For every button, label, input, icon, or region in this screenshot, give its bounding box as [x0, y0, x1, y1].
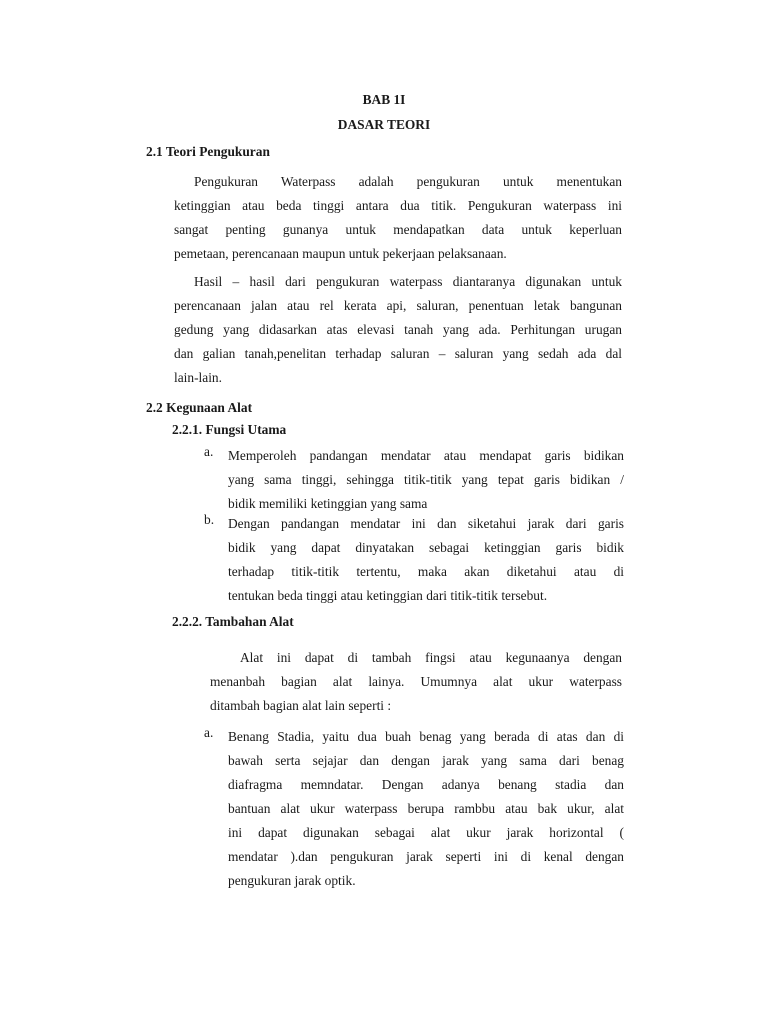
- list-label: a.: [204, 444, 214, 459]
- list-line: mendatar ).dan pengukuran jarak seperti ini di kenal dengan: [228, 849, 624, 864]
- paragraph-line: Pengukuran Waterpass adalah pengukuran untuk menentukan: [194, 174, 622, 189]
- paragraph-line: menanbah bagian alat lainya. Umumnya alat ukur waterpass: [210, 674, 622, 689]
- paragraph-line: pemetaan, perencanaan maupun untuk pekerjaan pelaksanaan.: [174, 246, 507, 261]
- chapter-title: DASAR TEORI: [337, 117, 431, 132]
- list-line: Dengan pandangan mendatar ini dan siketahui jarak dari garis: [228, 516, 624, 531]
- list-body: [228, 512, 624, 608]
- paragraph-line: lain-lain.: [174, 370, 222, 385]
- list-item: [204, 725, 624, 893]
- list-line: yang sama tinggi, sehingga titik-titik yang tepat garis bidikan /: [228, 472, 624, 487]
- paragraph-line: sangat penting gunanya untuk mendapatkan data untuk keperluan: [174, 222, 622, 237]
- list-line: Memperoleh pandangan mendatar atau mendapat garis bidikan: [228, 448, 624, 463]
- list-line: ini dapat digunakan sebagai alat ukur jarak horizontal (: [228, 825, 624, 840]
- list-body: [228, 725, 624, 893]
- list-line: diafragma memndatar. Dengan adanya benang stadia dan: [228, 777, 624, 792]
- list-line: bidik memiliki ketinggian yang sama: [228, 496, 428, 511]
- list-label: a.: [204, 725, 214, 740]
- list-line: bidik yang dapat dinyatakan sebagai ketinggian garis bidik: [228, 540, 624, 555]
- paragraph-line: Hasil – hasil dari pengukuran waterpass diantaranya digunakan untuk: [194, 274, 622, 289]
- list-body: [228, 444, 624, 516]
- chapter-number: BAB 1I: [362, 92, 406, 107]
- paragraph-line: ketinggian atau beda tinggi antara dua titik. Pengukuran waterpass ini: [174, 198, 622, 213]
- paragraph-line: perencanaan jalan atau rel kerata api, saluran, penentuan letak bangunan: [174, 298, 622, 313]
- list-item: [204, 444, 624, 516]
- list-line: pengukuran jarak optik.: [228, 873, 356, 888]
- list-line: tentukan beda tinggi atau ketinggian dari titik-titik tersebut.: [228, 588, 548, 603]
- paragraph-line: Alat ini dapat di tambah fingsi atau kegunaanya dengan: [240, 650, 622, 665]
- subsection-heading-2-2-2: 2.2.2. Tambahan Alat: [172, 614, 294, 629]
- paragraph-line: gedung yang didasarkan atas elevasi tanah yang ada. Perhitungan urugan: [174, 322, 622, 337]
- list-line: bawah serta sejajar dan dengan jarak yang sama dari benag: [228, 753, 624, 768]
- paragraph-line: ditambah bagian alat lain seperti :: [210, 698, 392, 713]
- paragraph-2-2-2-intro: [210, 646, 622, 718]
- list-line: terhadap titik-titik tertentu, maka akan diketahui atau di: [228, 564, 624, 579]
- paragraph-line: dan galian tanah,penelitan terhadap saluran – saluran yang sedah ada dal: [174, 346, 622, 361]
- section-heading-2-2: 2.2 Kegunaan Alat: [146, 400, 253, 415]
- list-item: [204, 512, 624, 608]
- list-label: b.: [204, 512, 215, 527]
- list-line: bantuan alat ukur waterpass berupa rambbu atau bak ukur, alat: [228, 801, 624, 816]
- paragraph-2-1-a: [174, 170, 622, 266]
- list-line: Benang Stadia, yaitu dua buah benag yang berada di atas dan di: [228, 729, 624, 744]
- paragraph-2-1-b: [174, 270, 622, 390]
- section-heading-2-1: 2.1 Teori Pengukuran: [146, 144, 270, 159]
- subsection-heading-2-2-1: 2.2.1. Fungsi Utama: [172, 422, 287, 437]
